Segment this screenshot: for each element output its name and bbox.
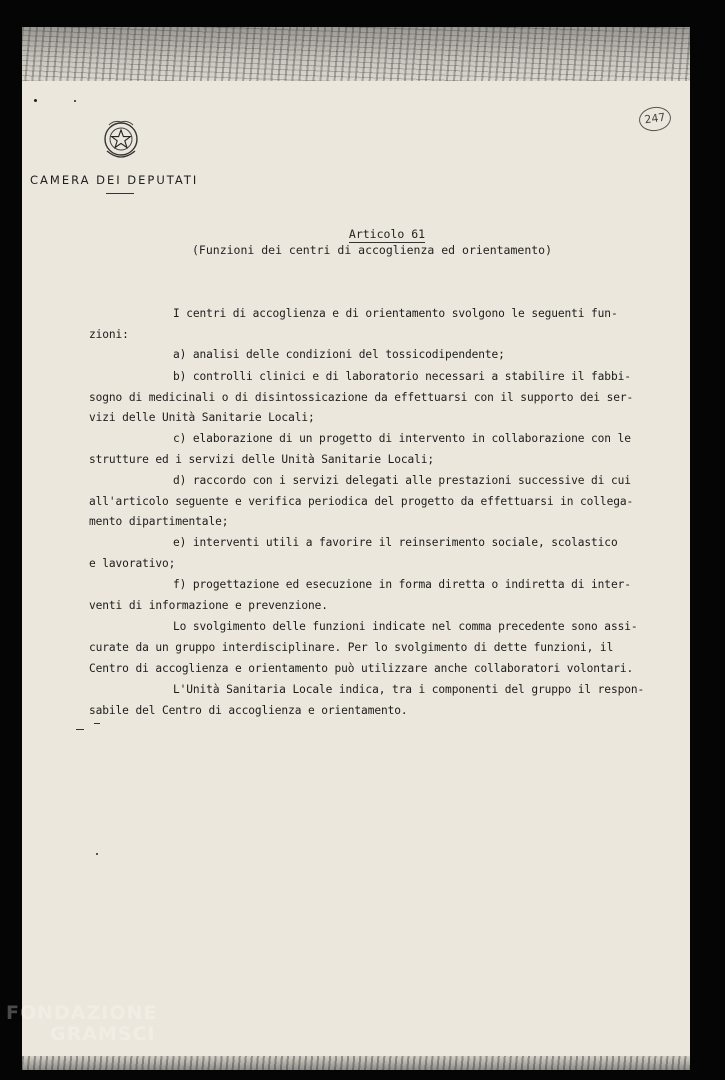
republic-emblem-icon <box>100 117 142 163</box>
text-line: c) elaborazione di un progetto di intervento in collaborazione con le <box>173 432 631 445</box>
text-line: strutture ed i servizi delle Unità Sanitarie Locali; <box>89 453 435 466</box>
text-line: sogno di medicinali o di disintossicazione da effettuarsi con il supporto dei ser- <box>89 391 634 404</box>
article-title-row <box>22 223 690 243</box>
text-line: e) interventi utili a favorire il reinserimento sociale, scolastico <box>173 536 618 549</box>
speck <box>96 853 98 855</box>
stray-mark <box>94 723 100 724</box>
scan-edge-bottom <box>22 1056 690 1070</box>
speck <box>74 100 76 102</box>
text-line: vizi delle Unità Sanitarie Locali; <box>89 411 315 424</box>
text-line: I centri di accoglienza e di orientamento svolgono le seguenti fun- <box>173 307 618 320</box>
text-line: e lavorativo; <box>89 557 176 570</box>
text-line: sabile del Centro di accoglienza e orientamento. <box>89 704 408 717</box>
text-line: f) progettazione ed esecuzione in forma diretta o indiretta di inter- <box>173 578 631 591</box>
article-title: Articolo 61 <box>348 227 426 241</box>
stray-mark <box>76 729 84 730</box>
text-line: zioni: <box>89 328 129 341</box>
text-line: a) analisi delle condizioni del tossicodipendente; <box>173 348 505 361</box>
text-line: all'articolo seguente e verifica periodica del progetto da effettuarsi in collega- <box>89 495 634 508</box>
scan-edge-top <box>22 27 690 81</box>
text-line: L'Unità Sanitaria Locale indica, tra i componenti del gruppo il respon- <box>173 683 645 696</box>
text-line: venti di informazione e prevenzione. <box>89 599 328 612</box>
text-line: Centro di accoglienza e orientamento può utilizzare anche collaboratori volontari. <box>89 662 634 675</box>
institution-heading: CAMERA DEI DEPUTATI <box>30 173 199 187</box>
document-page <box>22 27 690 1070</box>
page-number-stamp: 247 <box>637 105 672 133</box>
watermark-line-2: GRAMSCI <box>50 1023 156 1045</box>
text-line: b) controlli clinici e di laboratorio necessari a stabilire il fabbi- <box>173 370 631 383</box>
heading-rule <box>106 193 134 194</box>
watermark-line-1: FONDAZIONE <box>6 1002 158 1024</box>
text-line: d) raccordo con i servizi delegati alle prestazioni successive di cui <box>173 474 631 487</box>
text-line: mento dipartimentale; <box>89 515 229 528</box>
text-line: Lo svolgimento delle funzioni indicate nel comma precedente sono assi- <box>173 620 638 633</box>
archive-watermark <box>6 1003 157 1045</box>
article-subtitle: (Funzioni dei centri di accoglienza ed orientamento) <box>192 243 553 257</box>
speck <box>34 99 37 102</box>
text-line: curate da un gruppo interdisciplinare. Per lo svolgimento di dette funzioni, il <box>89 641 614 654</box>
